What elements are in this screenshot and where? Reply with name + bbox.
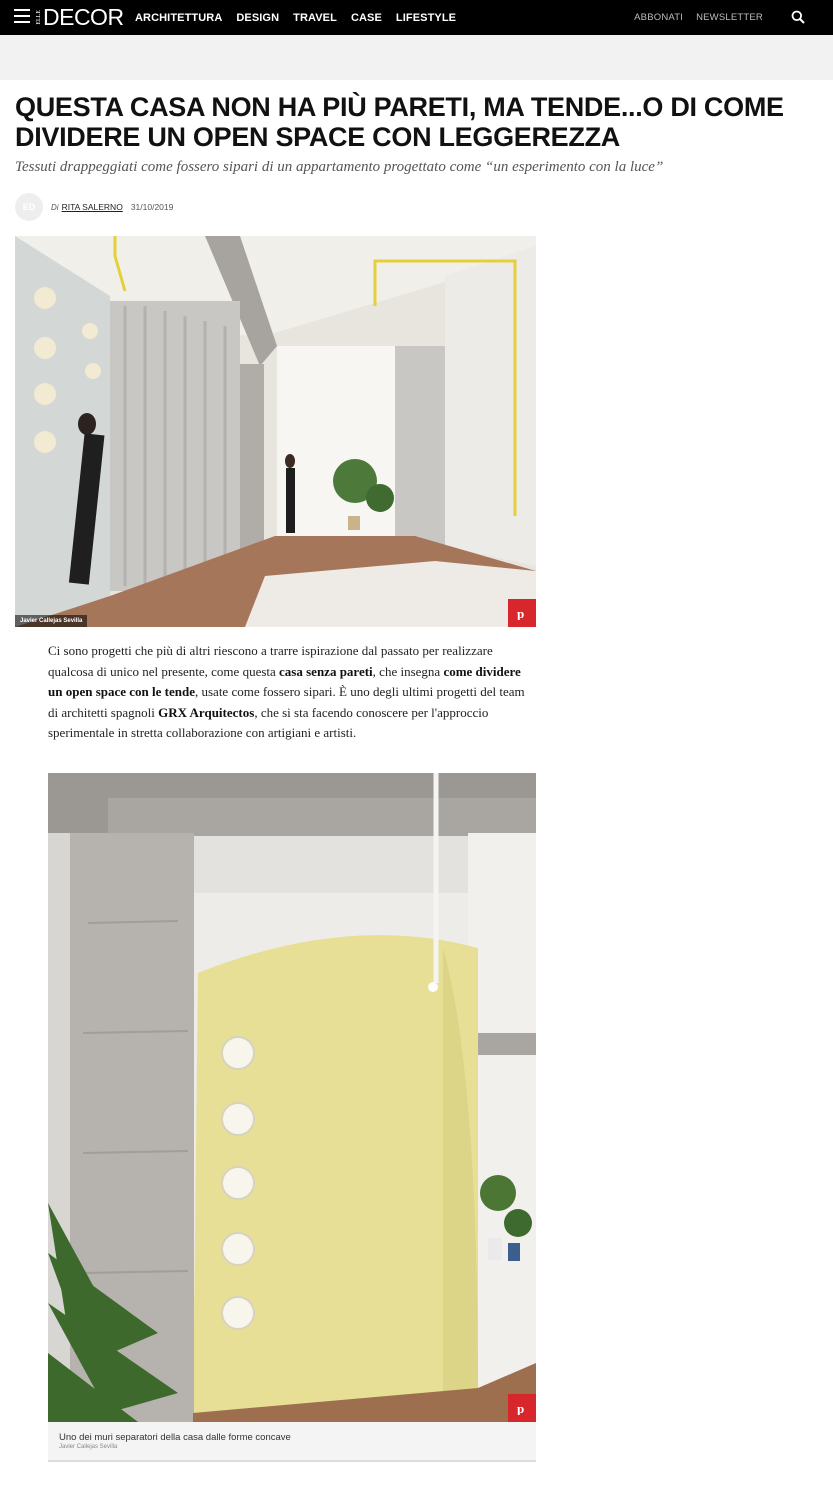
utility-nav xyxy=(634,0,763,35)
hamburger-menu-icon[interactable] xyxy=(14,9,30,24)
publish-date: 31/10/2019 xyxy=(130,202,174,212)
paragraph-text: , usate come fossero sipari. È uno degli ultimi progetti del team di architetti spagnoli xyxy=(48,684,525,720)
paragraph-bold-text: come dividere un open space con le tende xyxy=(48,663,521,700)
figure-caption xyxy=(48,1422,536,1462)
hero-image xyxy=(15,236,536,627)
paragraph-bold-text: GRX Arquitectos xyxy=(158,704,255,720)
search-icon[interactable] xyxy=(791,10,805,24)
ad-band xyxy=(0,35,833,80)
caption-text: Uno dei muri separatori della casa dalle forme concave xyxy=(59,1432,291,1443)
pinterest-icon[interactable] xyxy=(508,599,536,627)
article-paragraph xyxy=(48,641,528,744)
top-nav xyxy=(0,0,833,35)
nav-item-case[interactable]: CASE xyxy=(350,11,382,24)
nav-abbonati-link[interactable]: ABBONATI xyxy=(634,12,684,23)
author-link[interactable]: RITA SALERNO xyxy=(61,202,123,212)
main-nav xyxy=(135,0,456,35)
paragraph-bold-text: casa senza pareti xyxy=(279,663,373,679)
figure2-photo-illustration xyxy=(48,773,536,1422)
paragraph-text: Ci sono progetti che più di altri riescono a trarre ispirazione dal passato per realizzare qualcosa di unico nel presente, come questa xyxy=(48,643,493,679)
nav-item-architettura[interactable]: ARCHITETTURA xyxy=(135,11,223,24)
nav-item-design[interactable]: DESIGN xyxy=(236,11,280,24)
nav-item-travel[interactable]: TRAVEL xyxy=(293,11,337,24)
caption-credit: Javier Callejas Sevilla xyxy=(59,1444,118,1450)
site-logo[interactable] xyxy=(36,4,124,31)
paragraph-text: , che si sta facendo conoscere per l'approccio sperimentale in stretta collaborazione con artigiani e artisti. xyxy=(48,704,489,741)
photo-credit: Javier Callejas Sevilla xyxy=(15,615,87,627)
logo-elle: ELLE xyxy=(36,10,42,25)
byline xyxy=(15,193,173,221)
nav-newsletter-link[interactable]: NEWSLETTER xyxy=(696,12,763,23)
author-avatar: ED xyxy=(15,193,43,221)
article-image-2 xyxy=(48,773,536,1422)
paragraph-text: , che insegna xyxy=(372,663,444,679)
article-dek: Tessuti drappeggiati come fossero sipari di un appartamento progettato come “un esperimento con la luce” xyxy=(15,159,664,175)
svg-text:p: p xyxy=(517,606,525,620)
logo-decor: DECOR xyxy=(43,4,124,30)
nav-item-lifestyle[interactable]: LIFESTYLE xyxy=(395,11,457,24)
article-headline: QUESTA CASA NON HA PIÙ PARETI, MA TENDE...O DI COME DIVIDERE UN OPEN SPACE CON LEGGEREZZA xyxy=(15,92,784,152)
pinterest-icon[interactable] xyxy=(508,1394,536,1422)
byline-prefix: Di xyxy=(51,202,59,212)
hero-photo-illustration xyxy=(15,236,536,627)
svg-text:p: p xyxy=(517,1401,525,1415)
